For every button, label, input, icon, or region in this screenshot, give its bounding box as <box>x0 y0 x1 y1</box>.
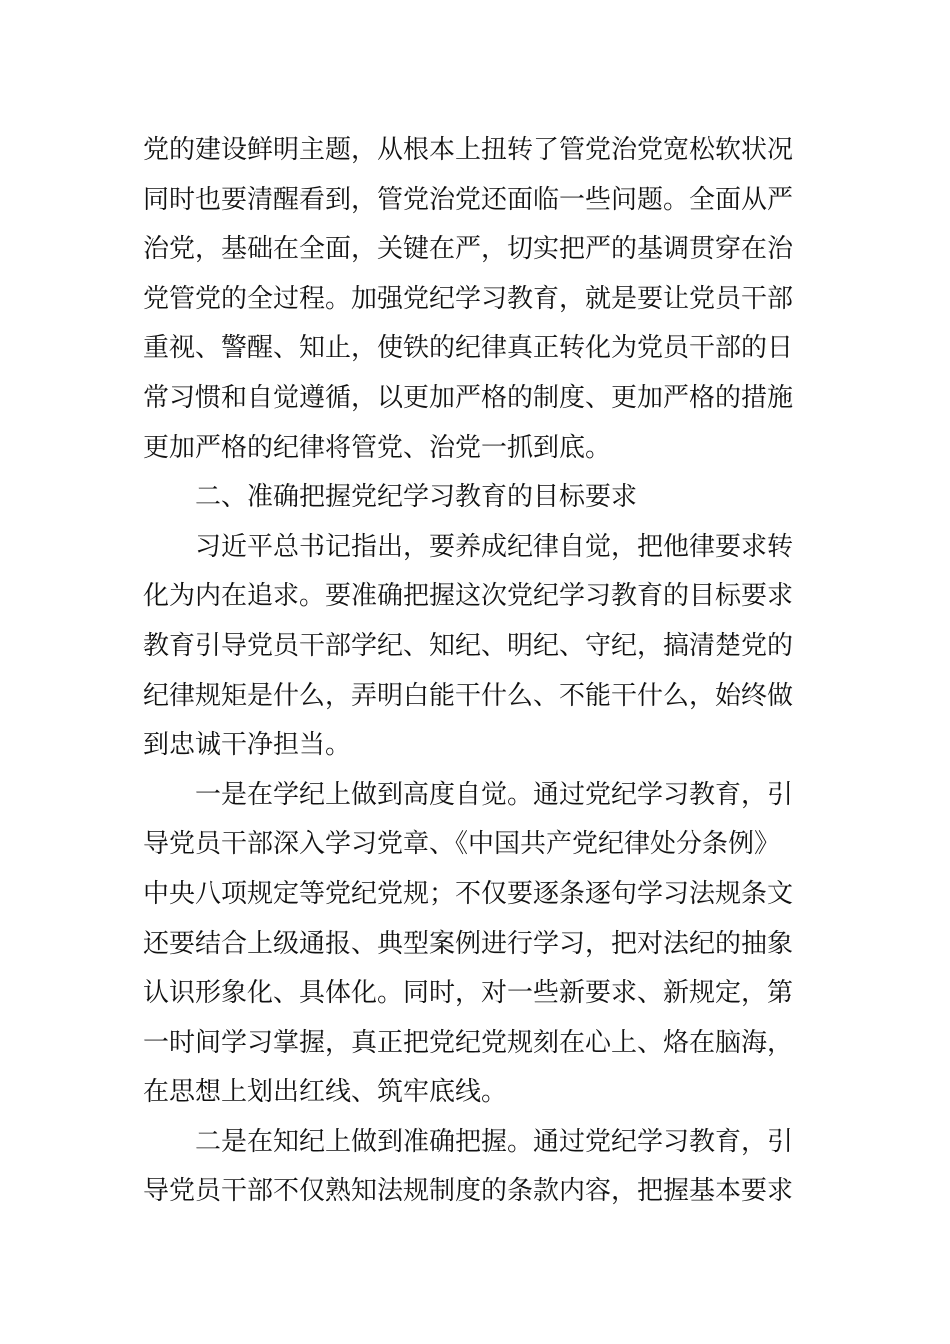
paragraph-line: 还要结合上级通报、典型案例进行学习，把对法纪的抽象 <box>143 928 794 959</box>
paragraph-line: 中央八项规定等党纪党规；不仅要逐条逐句学习法规条文 <box>143 878 794 909</box>
paragraph-line: 一是在学纪上做到高度自觉。通过党纪学习教育，引 <box>195 779 794 810</box>
paragraph-line: 到忠诚干净担当。 <box>143 730 352 761</box>
paragraph-line: 党管党的全过程。加强党纪学习教育，就是要让党员干部 <box>143 283 794 314</box>
paragraph-line: 习近平总书记指出，要养成纪律自觉，把他律要求转 <box>195 531 794 562</box>
paragraph-line: 党的建设鲜明主题，从根本上扭转了管党治党宽松软状况 <box>143 135 794 165</box>
paragraph-line: 更加严格的纪律将管党、治党一抓到底。 <box>143 432 612 463</box>
paragraph-line: 认识形象化、具体化。同时，对一些新要求、新规定，第 <box>143 978 794 1009</box>
paragraph-line: 在思想上划出红线、筑牢底线。 <box>143 1077 508 1108</box>
document-body <box>143 126 813 1217</box>
paragraph-line: 同时也要清醒看到，管党治党还面临一些问题。全面从严 <box>143 184 794 215</box>
paragraph-line: 一时间学习掌握，真正把党纪党规刻在心上、烙在脑海， <box>143 1027 794 1058</box>
paragraph-line: 常习惯和自觉遵循，以更加严格的制度、更加严格的措施 <box>143 382 794 413</box>
section-heading: 二、准确把握党纪学习教育的目标要求 <box>195 482 638 513</box>
paragraph-line: 导党员干部不仅熟知法规制度的条款内容，把握基本要求 <box>143 1176 794 1207</box>
paragraph-line: 导党员干部深入学习党章、《中国共产党纪律处分条例》 <box>143 829 781 860</box>
paragraph-line: 化为内在追求。要准确把握这次党纪学习教育的目标要求 <box>143 581 794 612</box>
paragraph-line: 治党，基础在全面，关键在严，切实把严的基调贯穿在治 <box>143 234 794 265</box>
paragraph-line: 二是在知纪上做到准确把握。通过党纪学习教育，引 <box>195 1126 794 1157</box>
paragraph-line: 纪律规矩是什么，弄明白能干什么、不能干什么，始终做 <box>143 680 794 711</box>
paragraph-line: 重视、警醒、知止，使铁的纪律真正转化为党员干部的日 <box>143 333 794 364</box>
paragraph-line: 教育引导党员干部学纪、知纪、明纪、守纪，搞清楚党的 <box>143 630 794 661</box>
